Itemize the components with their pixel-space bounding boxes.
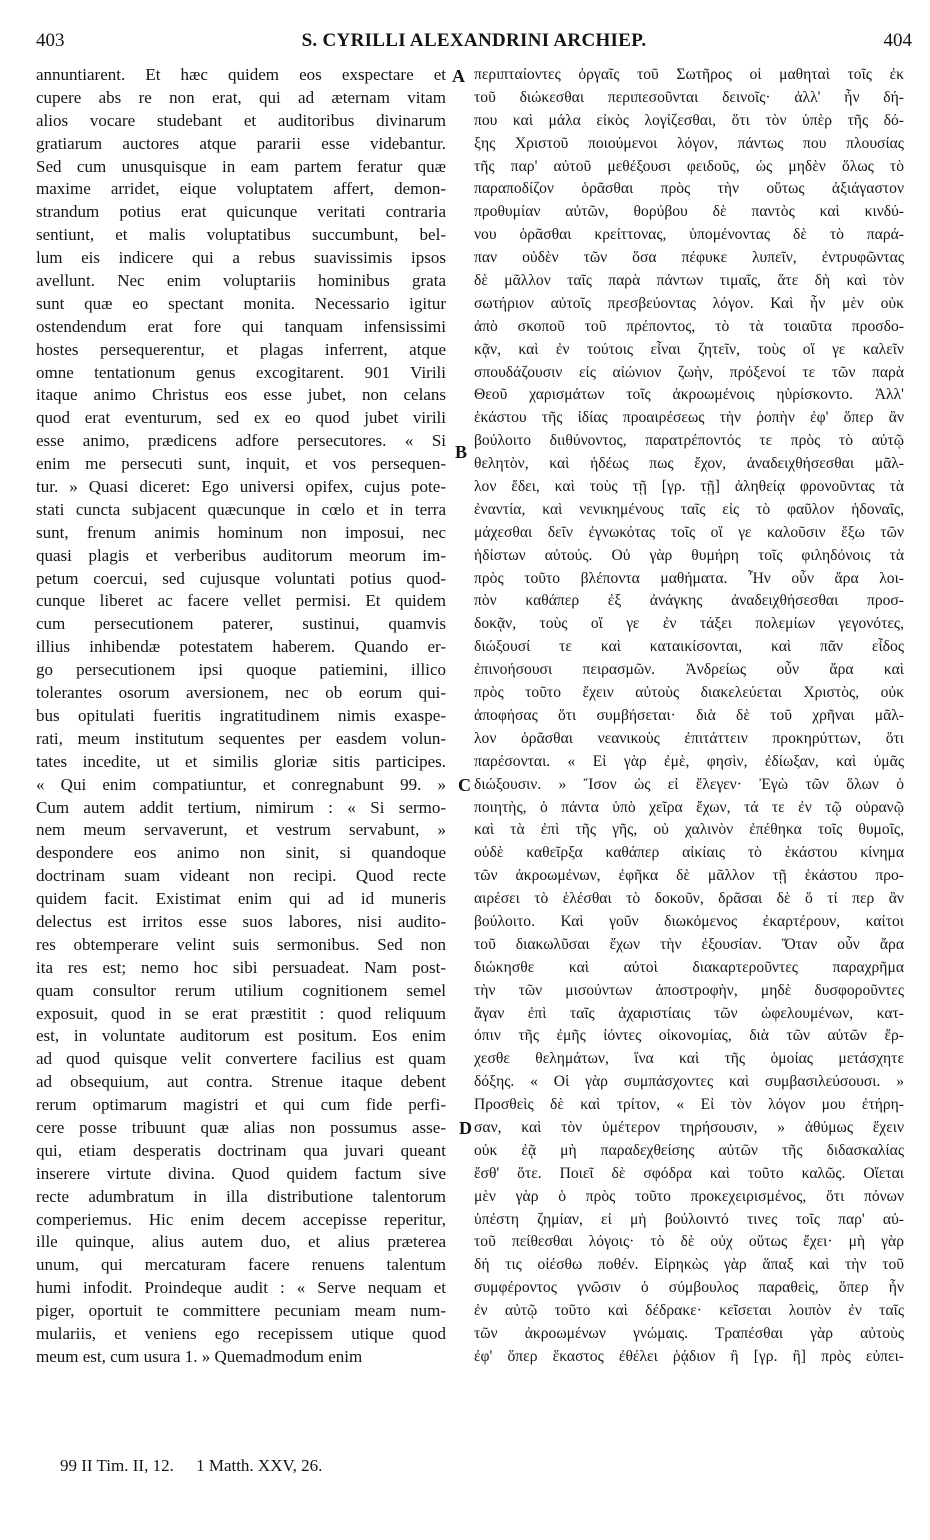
greek-text-line: μὲν γὰρ ὁ πρὸς τοῦτο προκεχειρισμένος, ὅτι πόνων (474, 1187, 904, 1205)
latin-column (36, 64, 446, 1369)
latin-text-line: exposuit, quod in se erat præstitit : quod reliquum (36, 1003, 446, 1023)
footnote: 1 Matth. XXV, 26. (196, 1456, 323, 1475)
greek-text-line: τοῦ διώκεσθαι περιπεσοῦνται δεινοῖς· ἀλλ' ἦν δή- (474, 88, 904, 106)
latin-text-line: doctrinam suam videant non recipi. Quod recte (36, 866, 446, 886)
latin-text-line: quidem facit. Existimat enim qui ad id muneris (36, 889, 446, 909)
greek-text-line: ἐπινοήσουσι πειρασμῶν. Ἀνδρείως οὖν ἄρα καὶ (474, 661, 904, 679)
greek-text-line: χεσθε θελημάτων, ἵνα καὶ τῆς ὁμοίας μετάσχητε (474, 1050, 904, 1068)
greek-text-line: πρὸς τοῦτο ἔχειν αὐτοὺς διακελεύεται Χριστὸς, οὐκ (474, 684, 904, 702)
greek-text-line: τὴν τῶν μισούντων ἀποστροφὴν, μηδὲ δυσφοροῦντες (474, 981, 904, 999)
greek-text-line: τῶν ἀκροωμένων, ἐφῆκα δὲ μᾶλλον τῇ ἑκάστου προ- (474, 867, 904, 885)
latin-text-line: rerum optimarum magistri et qui cum fide perfi- (36, 1095, 446, 1115)
latin-text-line: res obtemperare velint suis sermonibus. Sed non (36, 934, 446, 954)
latin-text-line: piger, oportuit te committere pecuniam meam num- (36, 1301, 446, 1321)
greek-text-line: σαν, καὶ τὸν ὑμέτερον τηρήσουσιν, » ἀθύμως ἔχειν (474, 1118, 904, 1136)
running-title: S. CYRILLI ALEXANDRINI ARCHIEP. (301, 30, 647, 51)
greek-text-line: πὸν καθάπερ ἐξ ἀνάγκης ἀναδειχθήσεσθαι προσ- (474, 592, 904, 610)
page-number-left: 403 (36, 30, 65, 51)
latin-text-line: comperiemus. Hic enim decem accepisse reperitur, (36, 1209, 446, 1229)
greek-text-line: παραποδίζον ὁρᾶσθαι πρὸς τὴν οὕτως ἀξιάγαστον (474, 180, 904, 198)
greek-text-line: λον ἔδει, καὶ τοὺς τῇ [γρ. τῇ] ἀληθείᾳ φρονοῦντας τὰ (474, 478, 904, 496)
greek-text-line: ἐν αὐτῷ τοῦτο καὶ δέδρακε· κεῖσεται λοιπὸν ἐν ταῖς (474, 1302, 904, 1320)
greek-text-line: πρὸς τοῦτο βλέποντα μαθήματα. Ἦν οὖν ἄρα λοι- (474, 569, 904, 587)
latin-text-line: strandum potius erat quicunque veritati contraria (36, 202, 446, 222)
latin-text-line: quam consultor rerum utilium cognitionem semel (36, 980, 446, 1000)
greek-text-line: δὲ μᾶλλον ταῖς παρὰ πάντων τιμαῖς, ἅτε δὴ καὶ τὸν (474, 272, 904, 290)
greek-text-line: βούλοιτο διιθύνοντος, παρατρέποντός τε πρὸς τὸ αὐτῷ (474, 432, 904, 450)
latin-text-line: qui, etiam desperatis doctrinam qua juvari queant (36, 1140, 446, 1160)
greek-text-line: ξης Χριστοῦ ποιούμενοι λόγον, πάντως που πλουσίας (474, 134, 904, 152)
latin-text-line: inserere virtute divina. Quod quidem factum sive (36, 1163, 446, 1183)
greek-text-line: δόξης. « Οἱ γὰρ συμπάσχοντες καὶ συμβασιλεύσουσι. » (474, 1073, 904, 1091)
latin-text-line: quasi plagis et verberibus auditorum meorum im- (36, 545, 446, 565)
latin-text-line: unum, qui mercaturam facere renuens talentum (36, 1255, 446, 1275)
latin-text-line: ad obsequium, aut contra. Strenue itaque debent (36, 1072, 446, 1092)
greek-text-line: σωτήριον αὐτοῖς πρεσβεύοντας λόγον. Καὶ ἦν μὲν οὐκ (474, 294, 904, 312)
greek-text-line: σπουδάζουσιν εἰς αἰώνιον ζωὴν, πρόξενοί τε τῶν παρὰ (474, 363, 904, 381)
greek-text-line: ἐναντία, καὶ νενικημένους ταῖς εἰς τὸ φαῦλον ἡδοναῖς, (474, 500, 904, 518)
latin-text-line: itaque animo Christus eos esse jubet, non celans (36, 385, 446, 405)
greek-text-line: Θεοῦ χαρισμάτων τοῖς ἀκροωμένοις ηὑρίσκοντο. Ἀλλ' (474, 386, 904, 404)
section-marker-a: A (452, 66, 465, 86)
latin-text-line: humi infodit. Proindeque audit : « Serve nequam et (36, 1278, 446, 1298)
section-marker-c: C (458, 775, 471, 795)
latin-text-line: ita res est; nemo hoc sibi persuadeat. Nam post- (36, 957, 446, 977)
greek-text-line: συμφέροντος γνῶσιν ὁ σύμβουλος παραθεὶς, ὅπερ ἦν (474, 1279, 904, 1297)
latin-text-line: illius inhibendæ potestatem haberem. Quando er- (36, 637, 446, 657)
greek-text-line: ἄγαν ἐπὶ ταῖς ἀχαριστίαις τῶν ὠφελουμένων, κατ- (474, 1004, 904, 1022)
latin-text-line: sentiunt, et malis voluptatibus succumbunt, bel- (36, 225, 446, 245)
greek-text-line: παν οὐδὲν τῶν ὅσα πέφυκε λυπεῖν, ἐντρυφῶντας (474, 249, 904, 267)
latin-text-line: est, in voluntate auditorum est positum. Eos enim (36, 1026, 446, 1046)
latin-text-line: recte adumbratum in illa distributione talentorum (36, 1186, 446, 1206)
greek-text-line: οὐκ ἐᾷ μὴ παραδεχθείσης αὐτῶν τῆς διδασκαλίας (474, 1141, 904, 1159)
latin-text-line: enim me persecuti sunt, inquit, et vos persequen- (36, 454, 446, 474)
greek-column (474, 64, 904, 1369)
greek-text-line: αιρέσει τὸ ἑλέσθαι τὸ δοκοῦν, δρᾶσαι δὲ ὅ τί περ ἂν (474, 890, 904, 908)
latin-text-line: stati cuncta subjacent quæcunque in cœlo et in terra (36, 499, 446, 519)
latin-text-line: ad quod quisque velit convertere facilius est quam (36, 1049, 446, 1069)
latin-text-line: avellunt. Nec enim voluptariis hominibus grata (36, 271, 446, 291)
greek-text-line: κᾷν, καὶ ἐν τούτοις εἶναι ζητεῖν, τοὺς οἵ γε καλεῖν (474, 340, 904, 358)
latin-text-line: maxime arridet, eique voluptatem affert, demon- (36, 179, 446, 199)
latin-text-line: cupere abs re non erat, qui ad æternam vitam (36, 87, 446, 107)
latin-text-line: cere posse tribuunt quæ alias non possumus asse- (36, 1117, 446, 1137)
latin-text-line: tates incedite, ut et similis gloriæ sitis participes. (36, 751, 446, 771)
greek-text-line: δοκᾷν, τοὺς οἵ γε ἐν τάξει πολεμίων γεγονότες, (474, 615, 904, 633)
latin-text-line: alios vocare studebant et auditoribus divinarum (36, 110, 446, 130)
latin-text-line: lum eis indicere qui a rebus suavissimis ipsos (36, 248, 446, 268)
greek-text-line: ἡδίστων αὐτούς. Οὐ γὰρ θυμήρη τοῖς φιληδόνοις τὰ (474, 546, 904, 564)
greek-text-line: ἑκάστου τῆς ἰδίας προαιρέσεως τὴν ῥοπὴν ἐφ' ὅπερ ἂν (474, 409, 904, 427)
greek-text-line: ἀπὸ σκοποῦ τοῦ πρέποντος, τὸ τὰ τοιαῦτα προσδο- (474, 317, 904, 335)
latin-text-line: Sed cum unusquisque in eam partem feratur quæ (36, 156, 446, 176)
latin-text-line: ille quinque, alius autem duo, et alius præterea (36, 1232, 446, 1252)
section-marker-b: B (455, 442, 468, 462)
greek-text-line: περιπταίοντες ὀργαῖς τοῦ Σωτῆρος οἱ μαθηταὶ τοῖς ἐκ (474, 66, 904, 83)
greek-text-line: τῆς παρ' αὐτοῦ μεθέξουσι φειδοῦς, ὡς μηδὲν ὅλως τὸ (474, 157, 904, 175)
latin-text-line: omne tentationum genus excogitarent. 901 Virili (36, 362, 446, 382)
latin-text-line: cunque liberet ac facere vellet permisi. Et quidem (36, 591, 446, 611)
greek-text-line: καὶ τὰ ἐπὶ τῆς γῆς, οὐ χαλινὸν ἐπέθηκα τοῖς θυμοῖς, (474, 821, 904, 839)
greek-text-line: διώκησθε καὶ αὐτοὶ διακαρτεροῦντες παραχρῆμα (474, 958, 904, 976)
section-marker-d: D (459, 1118, 472, 1138)
greek-text-line: ὑπέστη ζημίαν, εἰ μὴ βούλοιντό τινες τοῖς παρ' αὐ- (474, 1210, 904, 1228)
greek-text-line: τοῦ πείθεσθαι λόγοις· τὸ δὲ οὐχ οὕτως ἔχει· μὴ γὰρ (474, 1233, 904, 1251)
latin-text-line: esse animo, prædicens adfore persecutores. « Si (36, 431, 446, 451)
greek-text-line: όπιν τῆς ἐμῆς ἰόντες οἰκονομίας, διὰ τῶν αὐτῶν ἔρ- (474, 1027, 904, 1045)
greek-text-line: διώξουσιν. » Ἴσον ὡς εἰ ἔλεγεν· Ἐγὼ τῶν ὅλων ὁ (474, 775, 904, 793)
running-header (36, 30, 912, 60)
latin-text-line: ostendendum erat fore qui tanquam infensissimi (36, 316, 446, 336)
latin-text-line: annuntiarent. Et hæc quidem eos exspectare et (36, 65, 446, 84)
greek-text-line: τῶν ἀκροωμένων γνώμαις. Τραπέσθαι γὰρ αὐτοὺς (474, 1324, 904, 1342)
greek-text-line: προθυμίαν αὐτῶν, θορύβου δὲ παντὸς καὶ κινδύ- (474, 203, 904, 221)
greek-text-line: θελητὸν, καὶ ἡδέως πως ἔχον, ἀναδειχθήσεσθαι μᾶλ- (474, 455, 904, 473)
greek-text-line: διώξουσί τε καὶ καταικίσονται, καὶ πᾶν εἶδος (474, 638, 904, 656)
latin-text-line: meum est, cum usura 1. » Quemadmodum enim (36, 1346, 363, 1366)
latin-text-line: Cum autem addit tertium, nimirum : « Si sermo- (36, 797, 446, 817)
latin-text-line: tur. » Quasi diceret: Ego universi opifex, cujus pote- (36, 477, 446, 497)
greek-text-line: νου ὁρᾶσθαι κρείττονας, ὑπομένοντας δὲ τὸ παρά- (474, 226, 904, 244)
greek-text-line: μάχεσθαι δεῖν ἐγνωκότας τοῖς οἵ γε καλοῦσιν ἔξω τῶν (474, 523, 904, 541)
latin-text-line: despondere eos animo non sinit, si quandoque (36, 843, 446, 863)
greek-text-line: λον ὁρᾶσθαι νεανικοὺς ἐπιτάττειν προκηρύττων, ὅτι (474, 729, 904, 747)
latin-text-line: tolerantes osorum aversionem, nec ob eorum qui- (36, 683, 446, 703)
latin-text-line: bus opitulati fueritis ingratitudinem nimis exaspe- (36, 705, 446, 725)
greek-text-line: που καὶ μάλα εἰκὸς λογίζεσθαι, ὅτι τὸν ὑπὲρ τῆς δό- (474, 111, 904, 129)
footnote: 99 II Tim. II, 12. (60, 1456, 174, 1475)
greek-text-line: βούλοιτο. Καὶ γοῦν διωκόμενος ἐκαρτέρουν, καίτοι (474, 912, 904, 930)
latin-text-line: petum coercui, sed cujusque voluntati potius quod- (36, 568, 446, 588)
latin-text-line: sunt, frenum animis hominum non imposui, nec (36, 522, 446, 542)
latin-text-line: mulariis, et veniens ego recepissem utique quod (36, 1323, 446, 1343)
latin-text-line: hostes persequerentur, et plagas inferrent, atque (36, 339, 446, 359)
greek-text-line: οὐδὲ καθεῖρξα καθάπερ αἰκίαις τὸ ἑκάστου κίνημα (474, 844, 904, 862)
latin-text-line: sunt quæ eo spectant monita. Necessario igitur (36, 293, 446, 313)
greek-text-line: δή τις οἰέσθω ποθέν. Εἰρηκὼς γὰρ ἅπαξ καὶ τὴν τοῦ (474, 1256, 904, 1274)
greek-text-line: παρέσονται. « Εἰ γὰρ ἐμὲ, φησὶν, ἐδίωξαν, καὶ ὑμᾶς (474, 752, 904, 770)
greek-text-line: ἐφ' ὅπερ ἕκαστος ἐθέλει ῥᾴδιον ἢ [γρ. ἢ] πρὸς εὐπει- (474, 1347, 904, 1365)
latin-text-line: rati, meum institutum sequentes per easdem volun- (36, 728, 446, 748)
latin-text-line: nem meum servaverunt, et vestrum servabunt, » (36, 820, 446, 840)
latin-text-line: go persecutionem ipsi quoque patiemini, illico (36, 660, 446, 680)
footnotes (60, 1456, 340, 1476)
latin-text-line: gratiarum auctores atque pararii esse videbantur. (36, 133, 446, 153)
latin-text-line: quod erat eventurum, sed ex eo quod jubet virili (36, 408, 446, 428)
greek-text-line: ἀποφήσας ὅτι συμβήσεται· διὰ δὲ τοῦ χρῆναι μᾶλ- (474, 706, 904, 724)
greek-text-line: τοῦ διακωλῦσαι ἔχων τὴν ἐξουσίαν. Ὅταν οὖν ἄρα (474, 935, 904, 953)
page-number-right: 404 (883, 30, 912, 51)
greek-text-line: ποιητὴς, ὁ πάντα ὑπὸ χεῖρα ἔχων, τά τε ἐν τῷ οὐρανῷ (474, 798, 904, 816)
latin-text-line: cum persecutionem paterer, sustinui, quamvis (36, 614, 446, 634)
greek-text-line: ἔσθ' ὅτε. Ποιεῖ δὲ σφόδρα καὶ τοῦτο καλῶς. Οἴεται (474, 1164, 904, 1182)
latin-text-line: « Qui enim compatiuntur, et conregnabunt 99. » (36, 774, 446, 794)
latin-text-line: delectus est irritos esse suos labores, nisi audito- (36, 911, 446, 931)
greek-text-line: Προσθεὶς δὲ καὶ τρίτον, « Εἰ τὸν λόγον μου ἐτήρη- (474, 1096, 904, 1114)
